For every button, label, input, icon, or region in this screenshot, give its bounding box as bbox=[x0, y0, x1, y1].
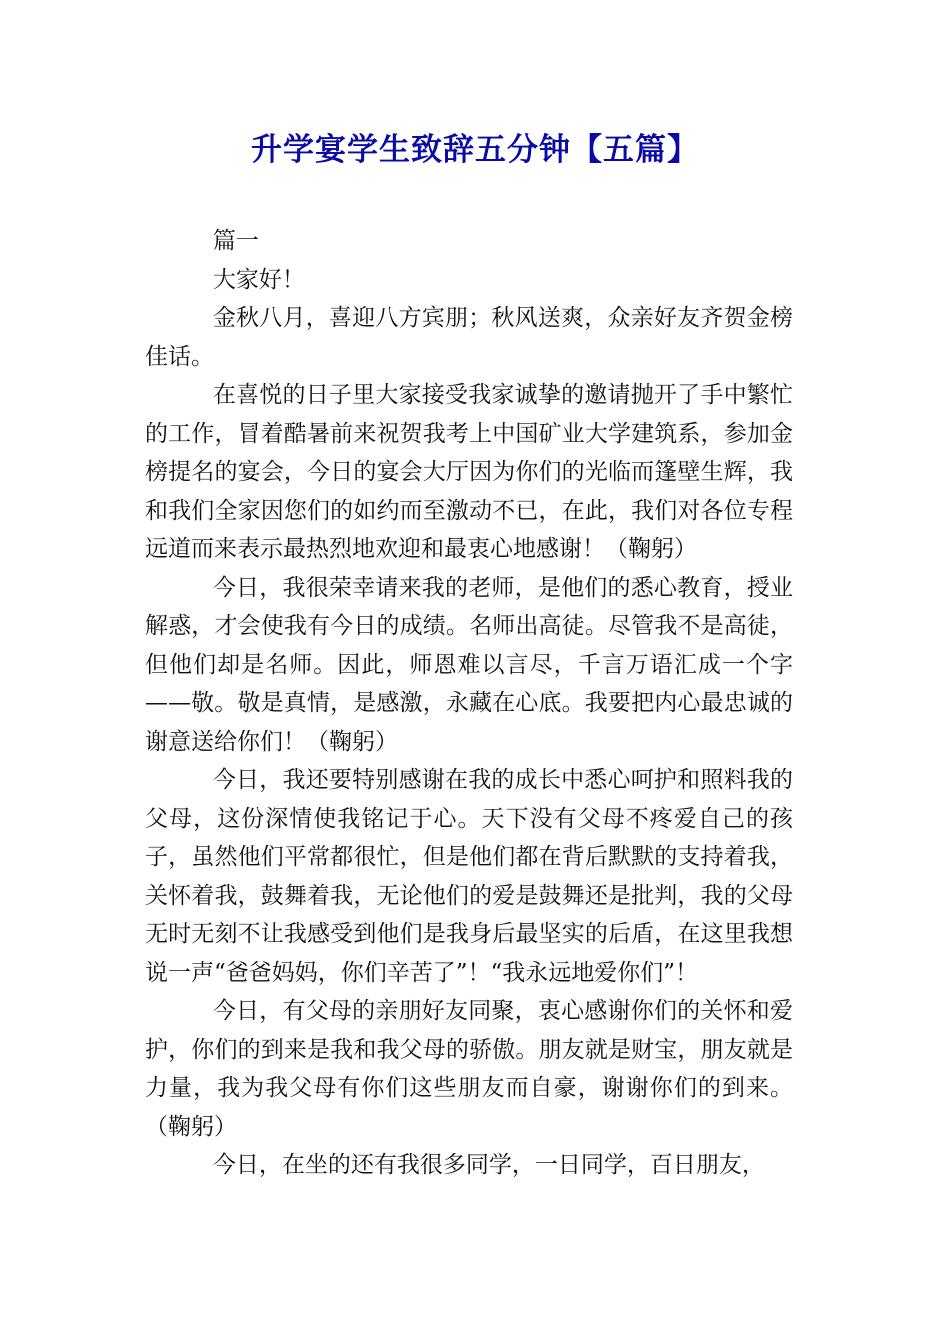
body-paragraph: 在喜悦的日子里大家接受我家诚挚的邀请抛开了手中繁忙的工作，冒着酷暑前来祝贺我考上中国矿业大学建筑系，参加金榜提名的宴会，今日的宴会大厅因为你们的光临而篷壁生辉，我和我们全家因您们的如约而至激动不已，在此，我们对各位专程远道而来表示最热烈地欢迎和最衷心地感谢！（鞠躬） bbox=[145, 382, 793, 562]
document-body bbox=[145, 222, 793, 1185]
body-paragraph: 今日，有父母的亲朋好友同聚，衷心感谢你们的关怀和爱护，你们的到来是我和我父母的骄傲。朋友就是财宝，朋友就是力量，我为我父母有你们这些朋友而自豪，谢谢你们的到来。（鞠躬） bbox=[145, 998, 793, 1140]
body-paragraph: 今日，我还要特别感谢在我的成长中悉心呵护和照料我的父母，这份深情使我铭记于心。天下没有父母不疼爱自己的孩子，虽然他们平常都很忙，但是他们都在背后默默的支持着我，关怀着我，鼓舞着我，无论他们的爱是鼓舞还是批判，我的父母无时无刻不让我感受到他们是我身后最坚实的后盾，在这里我想说一声“爸爸妈妈，你们辛苦了”！“我永远地爱你们”！ bbox=[145, 767, 793, 986]
document-title: 升学宴学生致辞五分钟【五篇】 bbox=[251, 132, 699, 168]
body-paragraph: 今日，我很荣幸请来我的老师，是他们的悉心教育，授业解惑，才会使我有今日的成绩。名师出高徒。尽管我不是高徒，但他们却是名师。因此，师恩难以言尽，千言万语汇成一个字——敬。敬是真情，是感激，永藏在心底。我要把内心最忠诚的谢意送给你们！（鞠躬） bbox=[145, 574, 793, 755]
greeting-paragraph: 大家好！ bbox=[212, 266, 305, 293]
section-heading: 篇一 bbox=[212, 228, 259, 254]
body-paragraph: 金秋八月，喜迎八方宾朋；秋风送爽，众亲好友齐贺金榜佳话。 bbox=[145, 305, 793, 370]
body-paragraph: 今日，在坐的还有我很多同学，一日同学，百日朋友， bbox=[212, 1152, 765, 1178]
